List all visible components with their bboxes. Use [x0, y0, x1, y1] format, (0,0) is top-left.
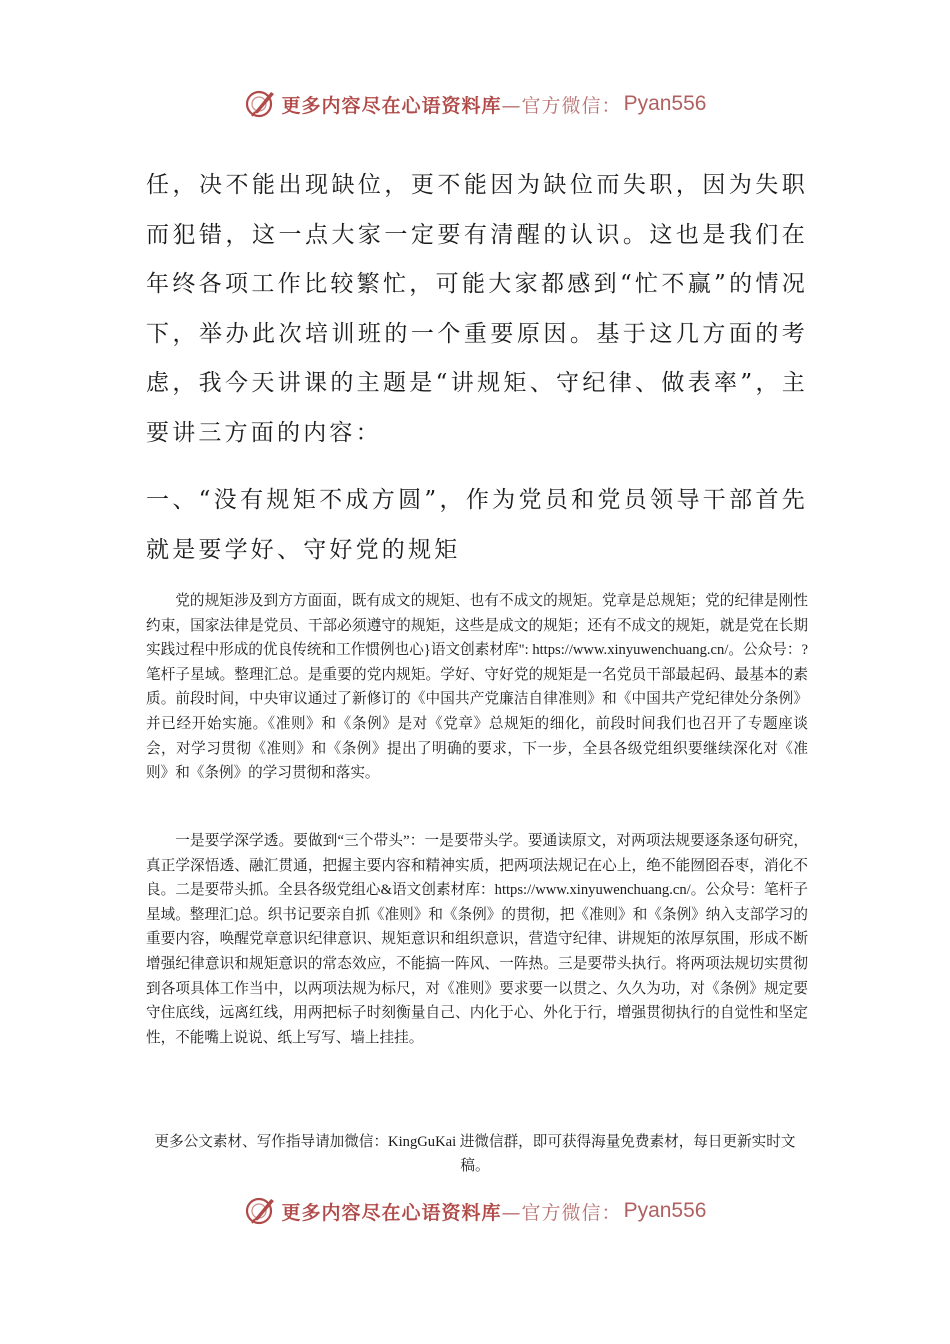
quill-logo-icon: [244, 87, 278, 121]
body-paragraph-rules: 党的规矩涉及到方方面面，既有成文的规矩、也有不成文的规矩。党章是总规矩；党的纪律是刚性约束，国家法律是党员、干部必须遵守的规矩，这些是成文的规矩；还有不成文的规矩，就是党在长期实践过程中形成的优良传统和工作惯例也心}语文创素材库": https://www.xinyuwenchuang.cn/。公众号：?笔杆子星域。整理汇总。是重要的党内规矩。学好、守好党的规矩是一名党员干部最起码、最基本的素质。前段时间，中央审议通过了新修订的《中国共产党廉洁自律准则》和《中国共产党纪律处分条例》并已经开始实施。《准则》和《条例》是对《党章》总规矩的细化，前段时间我们也召开了专题座谈会，对学习贯彻《准则》和《条例》提出了明确的要求，下一步，全县各级党组织要继续深化对《准则》和《条例》的学习贯彻和落实。: [146, 593, 808, 782]
quill-logo-icon: [244, 1194, 278, 1228]
banner-official-label: —官方微信：: [501, 1201, 622, 1224]
banner-brand-text: 更多内容尽在心语资料库: [281, 94, 502, 117]
banner-brand-text: 更多内容尽在心语资料库: [281, 1201, 502, 1224]
footer-promo-text: 更多公文素材、写作指导请加微信：KingGuKai 进微信群，即可获得海量免费素材，每日更新实时文稿。: [154, 1134, 796, 1174]
paragraph-intro-continued: 任，决不能出现缺位，更不能因为缺位而失职，因为失职而犯错，这一点大家一定要有清醒的认识。这也是我们在年终各项工作比较繁忙，可能大家都感到“忙不赢”的情况下，举办此次培训班的一个重要原因。基于这几方面的考虑，我今天讲课的主题是“讲规矩、守纪律、做表率”，主要讲三方面的内容：: [146, 172, 808, 446]
section-heading-one: 一、“没有规矩不成方圆”，作为党员和党员领导干部首先就是要学好、守好党的规矩: [146, 487, 808, 563]
footer-watermark-banner: [0, 1191, 950, 1231]
banner-wechat-id: Pyan556: [623, 1199, 707, 1222]
banner-wechat-id: Pyan556: [623, 92, 707, 115]
body-paragraph-study: 一是要学深学透。要做到“三个带头”：一是要带头学。要通读原文，对两项法规要逐条逐句研究，真正学深悟透、融汇贯通，把握主要内容和精神实质，把两项法规记在心上，绝不能囫囵吞枣，消化不良。二是要带头抓。全县各级党组心&语文创素材库：https://www.xinyuwenchuang.cn/。公众号：笔杆子星域。整理汇]总。织书记要亲自抓《准则》和《条例》的贯彻，把《准则》和《条例》纳入支部学习的重要内容，唤醒党章意识纪律意识、规矩意识和组织意识，营造守纪律、讲规矩的浓厚氛围，形成不断增强纪律意识和规矩意识的常态效应，不能搞一阵风、一阵热。三是要带头执行。将两项法规切实贯彻到各项具体工作当中，以两项法规为标尺，对《准则》要求要一以贯之、久久为功，对《条例》规定要守住底线，远离红线，用两把标子时刻衡量自己、内化于心、外化于行，增强贯彻执行的自觉性和坚定性，不能嘴上说说、纸上写写、墙上挂挂。: [146, 833, 808, 1046]
header-watermark-banner: [0, 84, 950, 124]
banner-official-label: —官方微信：: [501, 94, 622, 117]
